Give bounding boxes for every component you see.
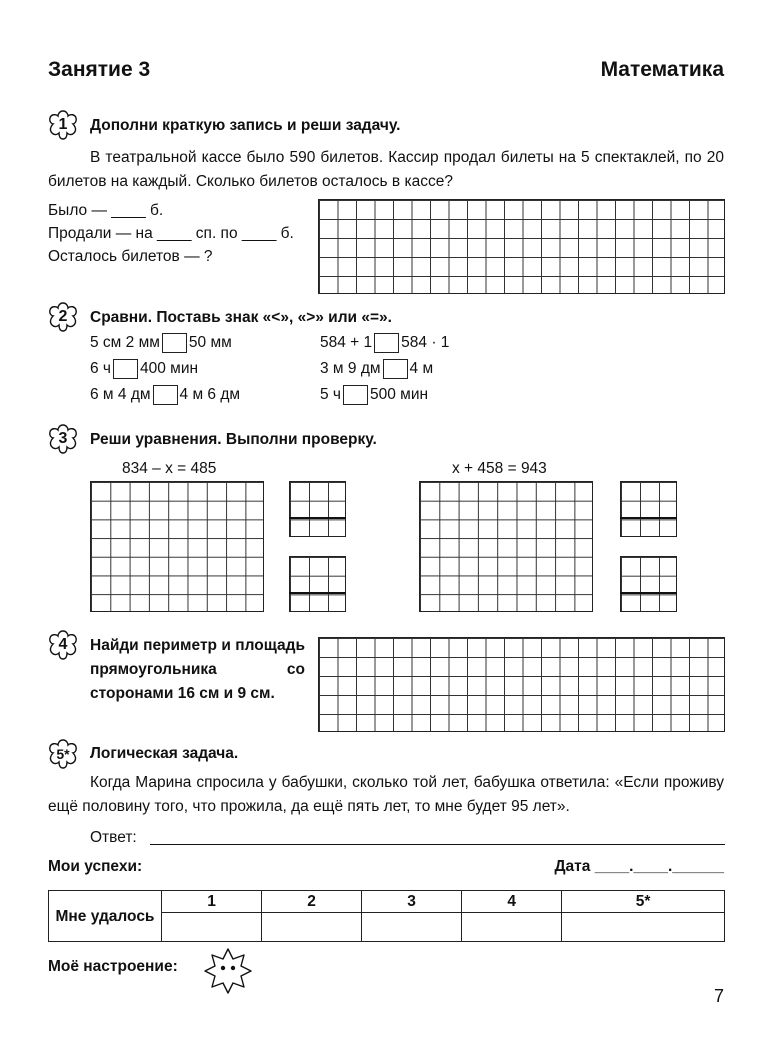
results-cell[interactable] <box>462 913 562 942</box>
results-col-header: 1 <box>162 891 262 913</box>
task-5-title: Логическая задача. <box>90 745 239 762</box>
success-label: Мои успехи: <box>48 858 143 875</box>
check-line <box>620 592 677 594</box>
equation-2: x + 458 = 943 <box>452 460 547 477</box>
results-col-header: 4 <box>462 891 562 913</box>
compare-row: 5 ч 500 мин <box>320 386 429 404</box>
results-row-label: Мне удалось <box>49 891 162 942</box>
equation-1-check-grid[interactable] <box>289 481 346 537</box>
results-cell[interactable] <box>562 913 725 942</box>
compare-row: 3 м 9 дм 4 м <box>320 360 434 378</box>
equation-2-check-grid[interactable] <box>620 481 677 537</box>
task-2-number: 2 <box>58 308 68 325</box>
lesson-title: Занятие 3 <box>48 58 151 81</box>
results-cell[interactable] <box>262 913 362 942</box>
check-line <box>620 517 677 519</box>
equation-2-check-grid[interactable] <box>620 556 677 612</box>
task-1-text: В театральной кассе было 590 билетов. Кассир продал билеты на 5 спектаклей, по 20 билетов на каждый. Сколько билетов осталось в кассе? <box>48 149 724 190</box>
task-1-title: Дополни краткую запись и реши задачу. <box>90 117 401 134</box>
task-3-flower-icon <box>46 422 80 456</box>
task-3-number: 3 <box>58 430 68 447</box>
compare-sign-box[interactable] <box>374 333 399 353</box>
compare-sign-box[interactable] <box>162 333 187 353</box>
mood-label: Моё настроение: <box>48 958 178 975</box>
results-col-header: 3 <box>362 891 462 913</box>
compare-row: 5 см 2 мм 50 мм <box>90 334 232 352</box>
task-1-grid[interactable] <box>318 199 725 294</box>
results-cell[interactable] <box>362 913 462 942</box>
check-line <box>289 592 346 594</box>
task-4-grid[interactable] <box>318 637 725 732</box>
task-3-title: Реши уравнения. Выполни проверку. <box>90 431 377 448</box>
results-col-header: 2 <box>262 891 362 913</box>
page-number: 7 <box>713 986 724 1006</box>
mood-star-icon[interactable] <box>203 946 253 996</box>
compare-row: 584 + 1 584 · 1 <box>320 334 450 352</box>
task-1-line-2: Продали — на ____ сп. по ____ б. <box>48 225 294 242</box>
task-5-number: 5* <box>56 746 70 762</box>
compare-sign-box[interactable] <box>383 359 408 379</box>
compare-sign-box[interactable] <box>153 385 178 405</box>
task-4-flower-icon <box>46 628 80 662</box>
compare-sign-box[interactable] <box>113 359 138 379</box>
task-4-number: 4 <box>58 636 68 653</box>
results-col-header: 5* <box>562 891 725 913</box>
compare-row: 6 м 4 дм 4 м 6 дм <box>90 386 241 404</box>
task-1-line-3: Осталось билетов — ? <box>48 248 213 265</box>
equation-2-solution-grid[interactable] <box>419 481 593 612</box>
task-2-title: Сравни. Поставь знак «<», «>» или «=». <box>90 309 392 326</box>
task-5-text: Когда Марина спросила у бабушки, сколько той лет, бабушка ответила: «Если проживу ещё половину того, что прожила, да ещё пять лет, то мне будет 95 лет». <box>48 774 724 815</box>
task-2-flower-icon <box>46 300 80 334</box>
date-field: Дата ____.____.______ <box>554 858 724 875</box>
equation-1-check-grid[interactable] <box>289 556 346 612</box>
answer-label: Ответ: <box>90 829 137 846</box>
task-1-number: 1 <box>58 116 68 133</box>
compare-sign-box[interactable] <box>343 385 368 405</box>
answer-line[interactable] <box>150 844 725 845</box>
subject-title: Математика <box>600 58 724 81</box>
task-1-flower-icon <box>46 108 80 142</box>
task-5-flower-icon <box>46 737 80 771</box>
equation-1: 834 – x = 485 <box>122 460 217 477</box>
equation-1-solution-grid[interactable] <box>90 481 264 612</box>
task-1-line-1: Было — ____ б. <box>48 202 164 219</box>
results-cell[interactable] <box>162 913 262 942</box>
task-4-title: Найди периметр и площадь прямоугольника со сторонами 16 см и 9 см. <box>90 637 305 702</box>
check-line <box>289 517 346 519</box>
compare-row: 6 ч 400 мин <box>90 360 199 378</box>
results-table <box>48 890 725 942</box>
